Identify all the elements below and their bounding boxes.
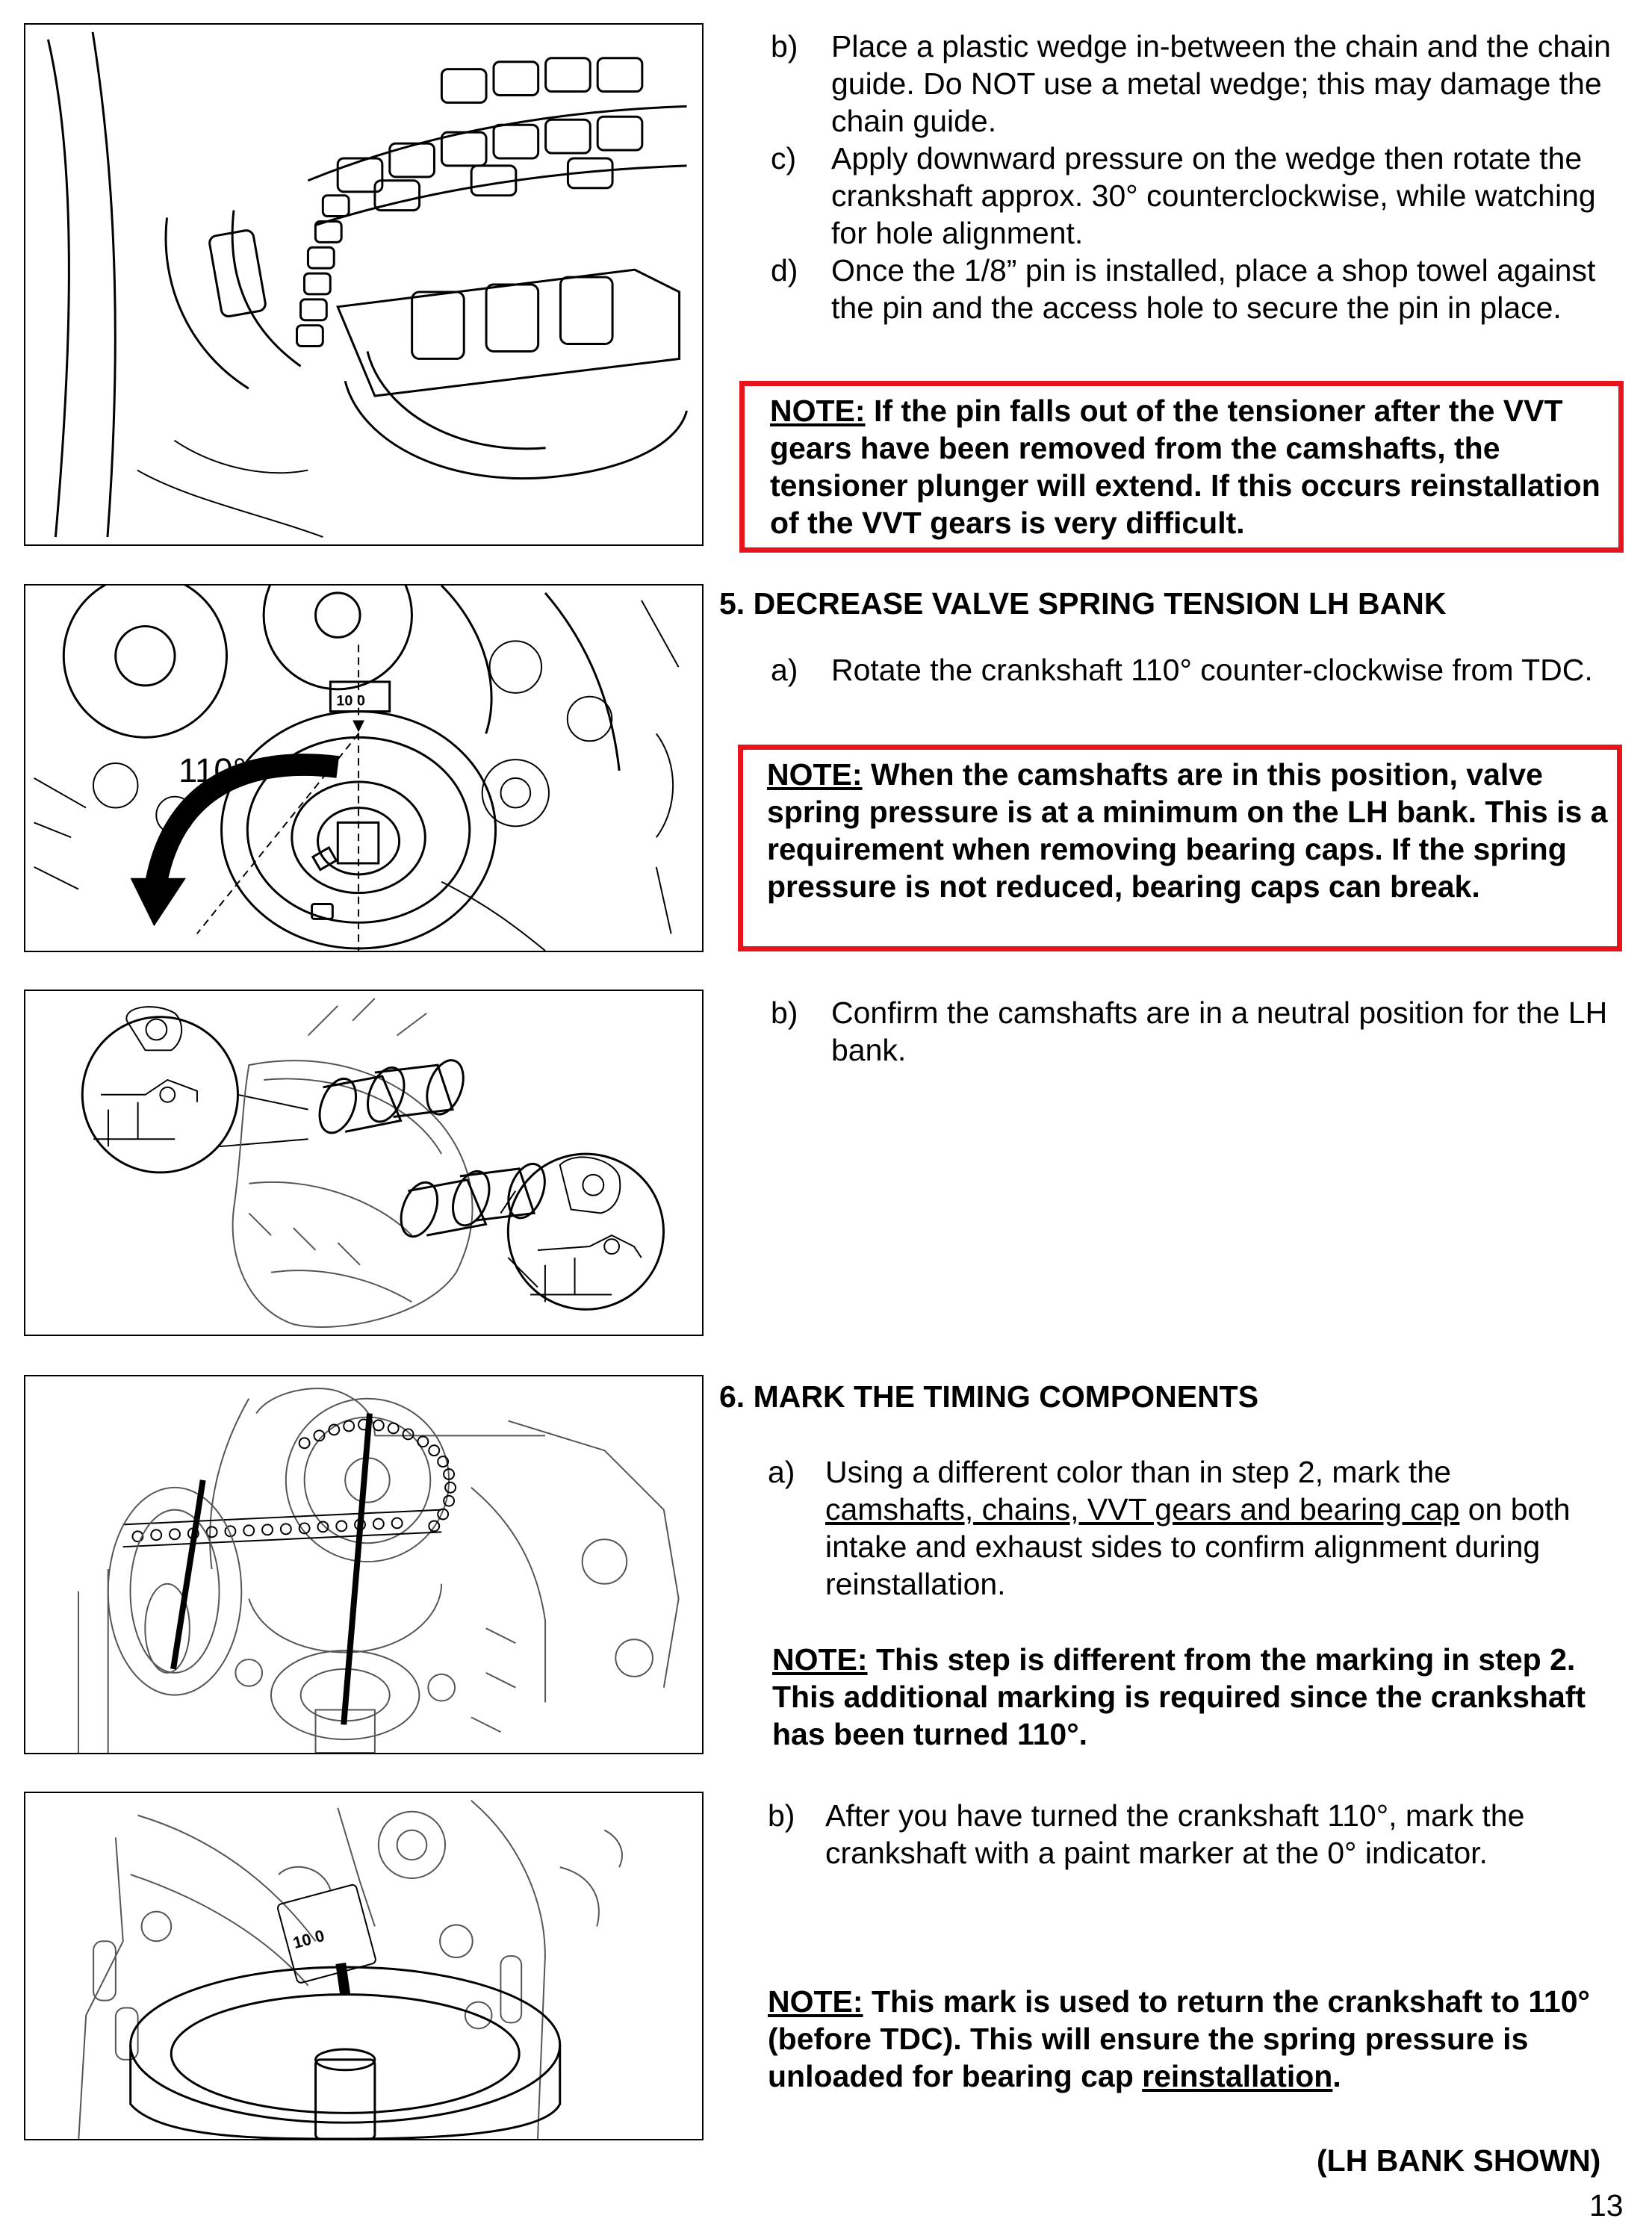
step6-note1: [772, 1641, 1627, 1753]
timing-chain-illustration: [25, 25, 702, 544]
camshaft-neutral-illustration: [25, 991, 702, 1335]
step5-note-label: NOTE:: [767, 757, 863, 792]
step6-title: 6. MARK THE TIMING COMPONENTS: [719, 1379, 1259, 1414]
step6-b-marker: b): [768, 1798, 795, 1833]
step6-note2-underlined: reinstallation: [1142, 2059, 1333, 2093]
figure-camshaft-neutral: [24, 990, 704, 1336]
step4-note-text: If the pin falls out of the tensioner after the VVT gears have been removed from the camshafts, the tensioner plunger will extend. If this occurs reinstallation of the VVT gears is very difficult.: [770, 394, 1600, 540]
figure-crankshaft-mark: [24, 1792, 704, 2140]
step5-b-marker: b): [771, 996, 798, 1030]
step6-note1-text: This step is different from the marking in step 2. This additional marking is required since the crankshaft has been turned 110°.: [772, 1642, 1586, 1751]
figure-crankshaft-rotation: [24, 584, 704, 952]
crankshaft-rotation-illustration: [25, 586, 702, 951]
timing-marks-illustration: [25, 1376, 702, 1753]
step4-note-label: NOTE:: [770, 394, 866, 428]
figure-caption: (LH BANK SHOWN): [1317, 2143, 1601, 2178]
step6-note2-end: .: [1332, 2059, 1341, 2093]
fig5-scale-label: 10 0: [291, 1925, 327, 1953]
step4-d-marker: d): [771, 253, 798, 288]
step6-a-text: [825, 1453, 1617, 1603]
step6-note2-text: This mark is used to return the crankshaft to 110° (before TDC). This will ensure the spring pressure is unloaded for bearing cap: [768, 1984, 1590, 2093]
step4-c-text: Apply downward pressure on the wedge then rotate the crankshaft approx. 30° counterclockwise, while watching for hole alignment.: [831, 141, 1596, 250]
step4-c-marker: c): [771, 141, 797, 176]
page-number: 13: [1589, 2188, 1624, 2223]
fig2-angle-label: 110°: [178, 751, 246, 789]
step4-b-text: Place a plastic wedge in-between the chain and the chain guide. Do NOT use a metal wedge; this may damage the chain guide.: [831, 29, 1611, 138]
step6-a-marker: a): [768, 1455, 795, 1489]
step6-a-text-part2: on both intake and exhaust sides to confirm alignment during reinstallation.: [825, 1492, 1571, 1601]
step5-a-text: Rotate the crankshaft 110° counter-clockwise from TDC.: [831, 653, 1593, 687]
step4-note-box: [739, 381, 1624, 553]
crankshaft-mark-illustration: [25, 1793, 702, 2139]
step4-b-marker: b): [771, 29, 798, 63]
step4-d-text: Once the 1/8” pin is installed, place a shop towel against the pin and the access hole to secure the pin in place.: [831, 253, 1596, 325]
step5-title: 5. DECREASE VALVE SPRING TENSION LH BANK: [719, 586, 1447, 621]
step5-a-marker: a): [771, 653, 798, 687]
step5-b-text: Confirm the camshafts are in a neutral position for the LH bank.: [831, 996, 1608, 1067]
fig2-scale-label: 10 0: [336, 692, 365, 709]
step6-a-text-underlined: camshafts, chains, VVT gears and bearing cap: [825, 1492, 1460, 1527]
step6-note2-label: NOTE:: [768, 1984, 863, 2019]
figure-timing-marks: [24, 1375, 704, 1754]
step5-note-box: [738, 745, 1622, 951]
step6-a-text-part1: Using a different color than in step 2, mark the: [825, 1455, 1451, 1489]
figure-timing-chain-guide: [24, 23, 704, 546]
step5-note-text: When the camshafts are in this position, valve spring pressure is at a minimum on the LH bank. This is a requirement when removing bearing caps. If the spring pressure is not reduced, bearing caps can break.: [767, 757, 1608, 904]
step6-b-text: After you have turned the crankshaft 110°, mark the crankshaft with a paint marker at the 0° indicator.: [825, 1798, 1525, 1870]
step6-note1-label: NOTE:: [772, 1642, 868, 1677]
step6-note2: [768, 1983, 1627, 2095]
